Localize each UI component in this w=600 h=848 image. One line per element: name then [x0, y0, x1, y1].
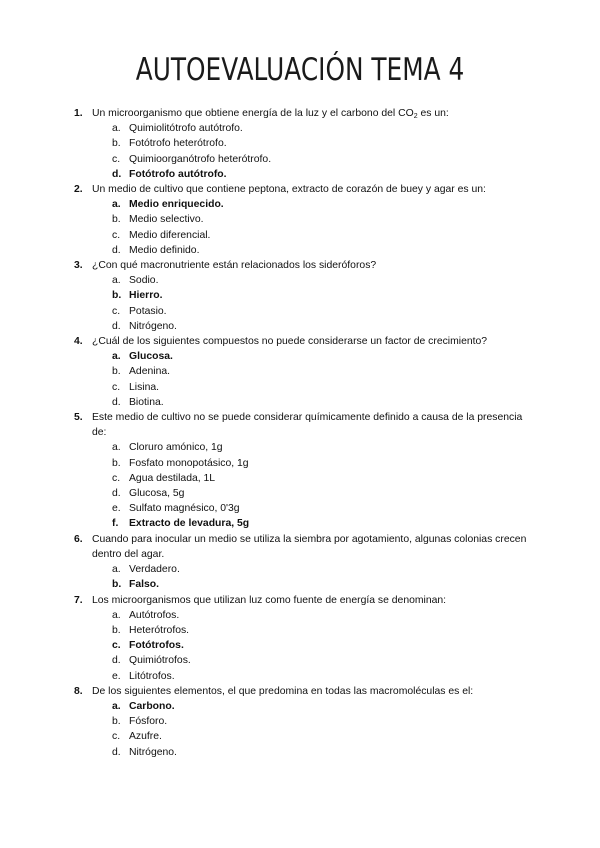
- answer-option: [0, 212, 600, 227]
- option-text: Extracto de levadura, 5g: [129, 518, 250, 530]
- option-letter: d.: [112, 168, 122, 180]
- option-text: Quimiótrofos.: [129, 655, 191, 667]
- answer-option-correct: [0, 638, 600, 653]
- option-text: Glucosa.: [129, 351, 173, 363]
- question-number: 2.: [74, 184, 83, 196]
- answer-option: [0, 440, 600, 455]
- option-letter: d.: [112, 320, 121, 332]
- option-letter: c.: [112, 229, 121, 241]
- option-letter: a.: [112, 564, 121, 576]
- option-letter: a.: [112, 351, 121, 363]
- answer-option-correct: [0, 699, 600, 714]
- question-text: Los microorganismos que utilizan luz como fuente de energía se denominan:: [92, 594, 447, 606]
- option-letter: a.: [112, 275, 121, 287]
- answer-option: [0, 745, 600, 760]
- option-text: Nitrógeno.: [129, 320, 177, 332]
- question-number: 4.: [74, 336, 83, 348]
- option-text: Falso.: [129, 579, 160, 591]
- answer-option: [0, 714, 600, 729]
- answer-option: [0, 456, 600, 471]
- answer-option: [0, 562, 600, 577]
- answer-option-correct: [0, 167, 600, 182]
- option-letter: b.: [112, 457, 121, 469]
- options-list: [0, 197, 600, 258]
- option-letter: b.: [112, 579, 122, 591]
- option-text: Medio definido.: [129, 244, 200, 256]
- question-number: 7.: [74, 594, 83, 606]
- option-letter: c.: [112, 153, 121, 165]
- answer-option: [0, 364, 600, 379]
- option-letter: a.: [112, 442, 121, 454]
- option-letter: d.: [112, 746, 121, 758]
- options-list: [0, 121, 600, 182]
- option-letter: c.: [112, 472, 121, 484]
- answer-option: [0, 380, 600, 395]
- option-text: Sodio.: [129, 275, 159, 287]
- option-letter: c.: [112, 640, 121, 652]
- options-list: [0, 349, 600, 410]
- question-number: 6.: [74, 533, 83, 545]
- option-letter: d.: [112, 655, 121, 667]
- answer-option: [0, 395, 600, 410]
- option-text: Autótrofos.: [129, 609, 180, 621]
- option-letter: f.: [112, 518, 119, 530]
- options-list: [0, 562, 600, 592]
- answer-option: [0, 501, 600, 516]
- question-list: [0, 106, 600, 760]
- option-letter: d.: [112, 244, 121, 256]
- option-text: Glucosa, 5g: [129, 488, 185, 500]
- option-letter: a.: [112, 199, 121, 211]
- question-number: 5.: [74, 412, 83, 424]
- question-5: [0, 410, 600, 440]
- options-list: [0, 440, 600, 531]
- option-letter: b.: [112, 624, 121, 636]
- question-1: [0, 106, 600, 121]
- answer-option: [0, 623, 600, 638]
- answer-option: [0, 121, 600, 136]
- answer-option: [0, 273, 600, 288]
- option-text: Medio enriquecido.: [129, 199, 224, 211]
- option-letter: b.: [112, 138, 121, 150]
- option-letter: b.: [112, 366, 121, 378]
- answer-option: [0, 729, 600, 744]
- option-letter: c.: [112, 731, 121, 743]
- question-6: [0, 532, 600, 562]
- answer-option-correct: [0, 349, 600, 364]
- question-text: Un medio de cultivo que contiene peptona, extracto de corazón de buey y agar es un:: [92, 184, 486, 196]
- option-letter: a.: [112, 609, 121, 621]
- option-text: Fotótrofo heterótrofo.: [129, 138, 227, 150]
- option-text: Agua destilada, 1L: [129, 472, 216, 484]
- option-text: Quimioorganótrofo heterótrofo.: [129, 153, 272, 165]
- answer-option-correct: [0, 288, 600, 303]
- option-text: Quimiolitótrofo autótrofo.: [129, 123, 243, 135]
- option-letter: b.: [112, 214, 121, 226]
- option-text: Litótrofos.: [129, 670, 175, 682]
- answer-option-correct: [0, 577, 600, 592]
- question-number: 8.: [74, 685, 83, 697]
- option-text: Biotina.: [129, 396, 164, 408]
- question-8: [0, 684, 600, 699]
- option-text: Medio diferencial.: [129, 229, 211, 241]
- option-text: Fotótrofos.: [129, 640, 184, 652]
- option-letter: c.: [112, 305, 121, 317]
- question-2: [0, 182, 600, 197]
- option-letter: a.: [112, 700, 121, 712]
- question-text: Este medio de cultivo no se puede considerar químicamente definido a causa de la presencia de:: [92, 412, 523, 439]
- question-text: ¿Con qué macronutriente están relacionados los sideróforos?: [92, 260, 377, 272]
- answer-option-correct: [0, 516, 600, 531]
- option-text: Cloruro amónico, 1g: [129, 442, 223, 454]
- option-text: Potasio.: [129, 305, 167, 317]
- answer-option: [0, 136, 600, 151]
- option-text: Fosfato monopotásico, 1g: [129, 457, 249, 469]
- answer-option: [0, 669, 600, 684]
- option-text: Heterótrofos.: [129, 624, 190, 636]
- option-letter: d.: [112, 488, 121, 500]
- question-text: Un microorganismo que obtiene energía de la luz y el carbono del $CO_2$ es un:: [92, 108, 449, 120]
- option-letter: d.: [112, 396, 121, 408]
- option-text: Adenina.: [129, 366, 171, 378]
- option-letter: a.: [112, 123, 121, 135]
- option-text: Sulfato magnésico, 0'3g: [129, 503, 240, 515]
- option-text: Nitrógeno.: [129, 746, 177, 758]
- question-4: [0, 334, 600, 349]
- option-text: Medio selectivo.: [129, 214, 204, 226]
- answer-option: [0, 319, 600, 334]
- option-text: Verdadero.: [129, 564, 180, 576]
- option-letter: b.: [112, 290, 122, 302]
- question-7: [0, 593, 600, 608]
- option-text: Fósforo.: [129, 716, 168, 728]
- question-text: Cuando para inocular un medio se utiliza la siembra por agotamiento, algunas colonias crecen dentro del agar.: [92, 533, 527, 560]
- question-number: 1.: [74, 108, 83, 119]
- answer-option: [0, 608, 600, 623]
- answer-option: [0, 152, 600, 167]
- options-list: [0, 699, 600, 760]
- option-text: Azufre.: [129, 731, 162, 743]
- page-title: AUTOEVALUACIÓN TEMA 4: [135, 52, 465, 88]
- answer-option: [0, 471, 600, 486]
- question-text: De los siguientes elementos, el que predomina en todas las macromoléculas es el:: [92, 685, 474, 697]
- option-letter: e.: [112, 670, 121, 682]
- option-text: Fotótrofo autótrofo.: [129, 168, 227, 180]
- option-text: Hierro.: [129, 290, 163, 302]
- options-list: [0, 608, 600, 684]
- option-letter: e.: [112, 503, 121, 515]
- answer-option-correct: [0, 197, 600, 212]
- question-3: [0, 258, 600, 273]
- answer-option: [0, 653, 600, 668]
- answer-option: [0, 304, 600, 319]
- question-text: ¿Cuál de los siguientes compuestos no puede considerarse un factor de crecimiento?: [92, 336, 488, 348]
- answer-option: [0, 243, 600, 258]
- option-letter: c.: [112, 381, 121, 393]
- question-number: 3.: [74, 260, 83, 272]
- answer-option: [0, 486, 600, 501]
- options-list: [0, 273, 600, 334]
- option-letter: b.: [112, 716, 121, 728]
- option-text: Lisina.: [129, 381, 160, 393]
- answer-option: [0, 228, 600, 243]
- option-text: Carbono.: [129, 700, 175, 712]
